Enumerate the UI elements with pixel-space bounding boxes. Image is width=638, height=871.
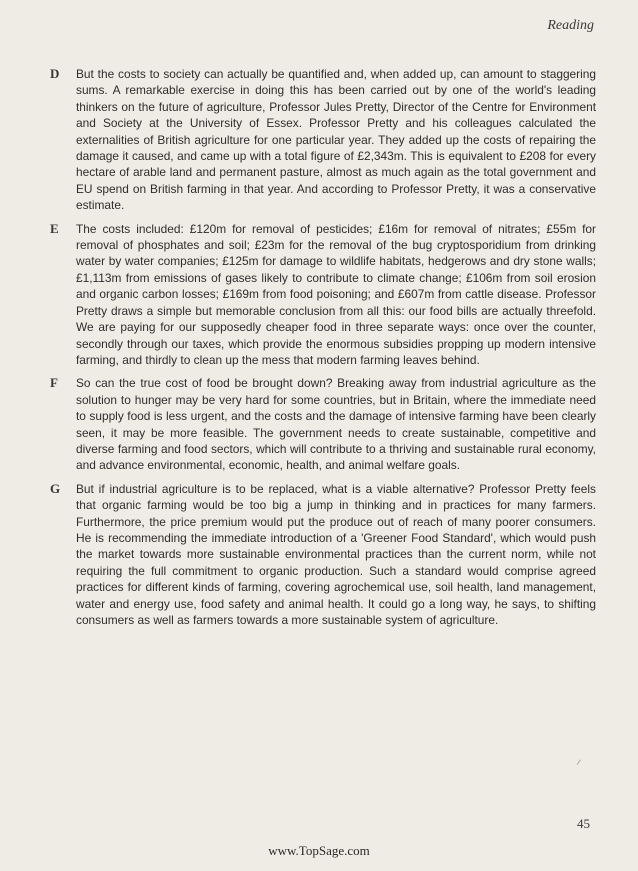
paragraph-f xyxy=(50,375,596,473)
paragraph-e xyxy=(50,221,596,369)
reading-passage xyxy=(50,66,596,635)
paragraph-letter: E xyxy=(50,220,59,236)
paragraph-letter: F xyxy=(50,375,58,391)
paragraph-text: The costs included: £120m for removal of pesticides; £16m for removal of nitrates; £55m for removal of phosphates and soil; £23m for the removal of the bug cryptosporidium from drinking water by water companies; £125m for damage to wildlife habitats, hedgerows and dry stone walls; £1,113m from emissions of gases likely to contribute to climate change; £106m from soil erosion and organic carbon losses; £169m from food poisoning; and £607m from cattle disease. Professor Pretty draws a simple but memorable conclusion from all this: our food bills are actually threefold. We are paying for our supposedly cheaper food in three separate ways: once over the counter, secondly through our taxes, which provide the enormous subsidies propping up modern intensive farming, and thirdly to clean up the mess that modern farming leaves behind. xyxy=(76,221,596,367)
paragraph-text: So can the true cost of food be brought down? Breaking away from industrial agriculture as the solution to hunger may be very hard for some countries, but in Britain, where the immediate need to supply food is less urgent, and the costs and the damage of intensive farming have been clearly seen, it may be more feasible. The government needs to create sustainable, competitive and diverse farming and food sectors, which will contribute to a thriving and sustainable rural economy, and advance environmental, economic, health, and animal welfare goals. xyxy=(76,376,596,473)
paragraph-g xyxy=(50,481,596,629)
pen-mark xyxy=(577,759,584,766)
footer-url: www.TopSage.com xyxy=(268,843,370,858)
paragraph-d xyxy=(50,66,596,214)
section-header: Reading xyxy=(547,18,594,33)
page-number: 45 xyxy=(577,816,590,831)
paragraph-text: But if industrial agriculture is to be replaced, what is a viable alternative? Professor Pretty feels that organic farming would be too big a jump in thinking and in practices for many farmers. Furthermore, the price premium would put the produce out of reach of many poorer consumers. He is recommending the immediate introduction of a 'Greener Food Standard', which would push the market towards more sustainable environmental practices than the current norm, while not requiring the full commitment to organic production. Such a standard would comprise agreed practices for different kinds of farming, covering agrochemical use, soil health, land management, water and energy use, food safety and animal health. It could go a long way, he says, to shifting consumers as well as farmers towards a more sustainable system of agriculture. xyxy=(76,481,596,627)
paragraph-text: But the costs to society can actually be quantified and, when added up, can amount to staggering sums. A remarkable exercise in doing this has been carried out by one of the world's leading thinkers on the future of agriculture, Professor Jules Pretty, Director of the Centre for Environment and Society at the University of Essex. Professor Pretty and his colleagues calculated the externalities of British agriculture for one particular year. They added up the costs of repairing the damage it caused, and came up with a total figure of £2,343m. This is equivalent to £208 for every hectare of arable land and permanent pasture, almost as much again as the total government and EU spend on British farming in that year. And according to Professor Pretty, it was a conservative estimate. xyxy=(76,67,596,213)
paragraph-letter: D xyxy=(50,66,60,81)
paragraph-letter: G xyxy=(50,480,61,496)
